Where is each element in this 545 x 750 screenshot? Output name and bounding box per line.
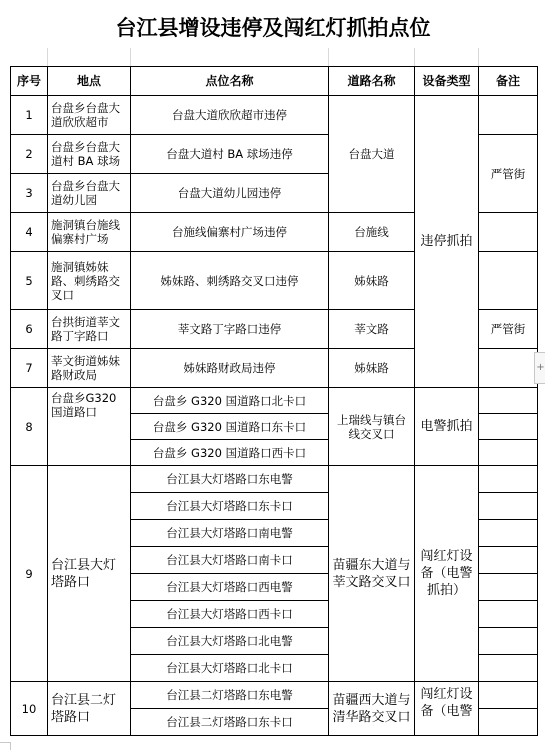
empty-grid-row <box>10 48 536 67</box>
row-road: 台盘大道 <box>329 96 415 213</box>
row-note <box>479 520 538 547</box>
header-note: 备注 <box>479 67 538 96</box>
row-point-name: 台江县大灯塔路口南卡口 <box>131 547 329 574</box>
row-note <box>479 213 538 252</box>
row-device: 闯红灯设备（电警 <box>415 682 479 736</box>
row-note <box>479 440 538 466</box>
row-note <box>479 628 538 655</box>
row-location: 台江县二灯塔路口 <box>48 682 131 736</box>
row-note <box>479 493 538 520</box>
row-road: 苗疆西大道与清华路交叉口 <box>329 682 415 736</box>
row-note <box>479 388 538 414</box>
row-note <box>479 414 538 440</box>
row-location: 施洞镇台施线偏寨村广场 <box>48 213 131 252</box>
header-no: 序号 <box>11 67 48 96</box>
row-point-name: 台江县大灯塔路口东电警 <box>131 466 329 493</box>
row-location: 台拱街道莘文路丁字路口 <box>48 310 131 349</box>
row-point-name: 台盘乡 G320 国道路口东卡口 <box>131 414 329 440</box>
row-point-name: 台江县二灯塔路口东电警 <box>131 682 329 709</box>
header-point-name: 点位名称 <box>131 67 329 96</box>
row-point-name: 莘文路丁字路口违停 <box>131 310 329 349</box>
row-device: 电警抓拍 <box>415 388 479 466</box>
row-point-name: 台江县大灯塔路口北电警 <box>131 628 329 655</box>
row-note <box>479 655 538 682</box>
row-point-name: 台江县大灯塔路口东卡口 <box>131 493 329 520</box>
row-device: 闯红灯设备（电警抓拍） <box>415 466 479 682</box>
row-location: 台盘乡台盘大道幼儿园 <box>48 174 131 213</box>
row-note <box>479 349 538 388</box>
row-point-name: 台江县大灯塔路口南电警 <box>131 520 329 547</box>
row-no: 1 <box>11 96 48 135</box>
table-row <box>11 682 538 709</box>
header-road: 道路名称 <box>329 67 415 96</box>
row-point-name: 台施线偏寨村广场违停 <box>131 213 329 252</box>
row-point-name: 台江县二灯塔路口东卡口 <box>131 709 329 736</box>
row-note <box>479 682 538 709</box>
row-note <box>479 574 538 601</box>
row-no: 3 <box>11 174 48 213</box>
row-point-name: 台江县大灯塔路口西卡口 <box>131 601 329 628</box>
table-row <box>11 96 538 135</box>
row-location: 莘文街道姊妹路财政局 <box>48 349 131 388</box>
table-row <box>11 466 538 493</box>
row-location: 台江县大灯塔路口 <box>48 466 131 682</box>
page-title: 台江县增设违停及闯红灯抓拍点位 <box>115 15 431 40</box>
row-note: 严管街 <box>479 135 538 213</box>
header-device: 设备类型 <box>415 67 479 96</box>
row-location: 台盘乡台盘大道村 BA 球场 <box>48 135 131 174</box>
row-note <box>479 96 538 135</box>
row-road: 苗疆东大道与莘文路交叉口 <box>329 466 415 682</box>
row-device: 违停抓拍 <box>415 96 479 388</box>
row-point-name: 台盘大道村 BA 球场违停 <box>131 135 329 174</box>
row-note <box>479 601 538 628</box>
table-header-row <box>11 67 538 96</box>
row-point-name: 台盘乡 G320 国道路口北卡口 <box>131 388 329 414</box>
row-note <box>479 709 538 736</box>
row-no: 7 <box>11 349 48 388</box>
row-road: 姊妹路 <box>329 349 415 388</box>
row-location: 台盘乡G320国道路口 <box>48 388 131 466</box>
row-location: 施洞镇姊妹路、刺绣路交叉口 <box>48 252 131 310</box>
row-road: 上瑞线与镇台线交叉口 <box>329 388 415 466</box>
row-note <box>479 466 538 493</box>
row-note <box>479 252 538 310</box>
row-road: 台施线 <box>329 213 415 252</box>
row-point-name: 姊妹路、刺绣路交叉口违停 <box>131 252 329 310</box>
header-location: 地点 <box>48 67 131 96</box>
row-point-name: 台盘乡 G320 国道路口西卡口 <box>131 440 329 466</box>
row-no: 6 <box>11 310 48 349</box>
row-no: 2 <box>11 135 48 174</box>
row-road: 姊妹路 <box>329 252 415 310</box>
row-no: 4 <box>11 213 48 252</box>
row-point-name: 台江县大灯塔路口西电警 <box>131 574 329 601</box>
row-note <box>479 547 538 574</box>
table-row <box>11 388 538 414</box>
row-note: 严管街 <box>479 310 538 349</box>
row-road: 莘文路 <box>329 310 415 349</box>
row-no: 10 <box>11 682 48 736</box>
row-point-name: 台江县大灯塔路口北卡口 <box>131 655 329 682</box>
expand-handle[interactable]: + <box>534 352 545 384</box>
row-point-name: 台盘大道幼儿园违停 <box>131 174 329 213</box>
row-no: 5 <box>11 252 48 310</box>
row-no: 9 <box>11 466 48 682</box>
row-point-name: 姊妹路财政局违停 <box>131 349 329 388</box>
row-location: 台盘乡台盘大道欣欣超市 <box>48 96 131 135</box>
row-no: 8 <box>11 388 48 466</box>
points-table <box>10 66 538 736</box>
row-point-name: 台盘大道欣欣超市违停 <box>131 96 329 135</box>
